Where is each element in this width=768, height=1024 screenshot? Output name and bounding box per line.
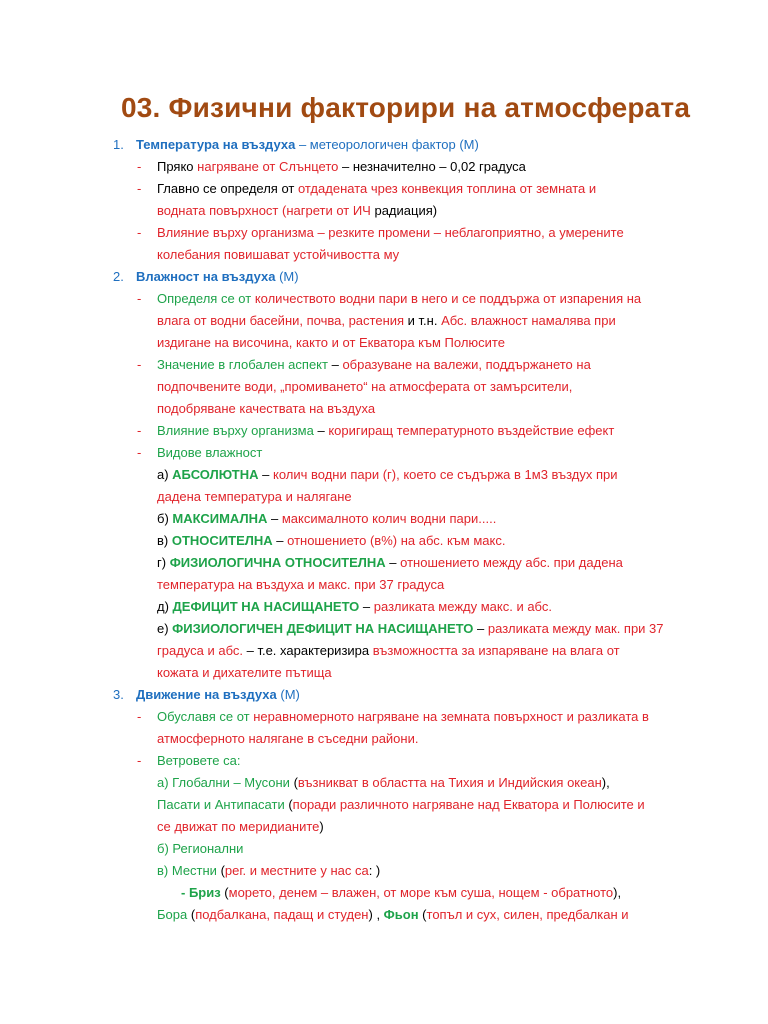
text-run: коригиращ температурното въздействие ефект bbox=[328, 423, 615, 438]
text-run: (М) bbox=[275, 269, 299, 284]
text-run: максималното колич водни пари..... bbox=[281, 511, 497, 526]
bullet-dash: - bbox=[137, 445, 142, 460]
text-run: радиация) bbox=[370, 203, 438, 218]
text-run: ФИЗИОЛОГИЧНА ОТНОСИТЕЛНА bbox=[169, 555, 386, 570]
text-run: – bbox=[272, 533, 288, 548]
text-run: – bbox=[359, 599, 374, 614]
section-1-heading bbox=[136, 136, 479, 154]
text-run: Главно се определя от bbox=[157, 181, 298, 196]
text-run: възможността за изпаряване на влага от bbox=[372, 643, 620, 658]
s2-line-7 bbox=[157, 422, 614, 440]
text-run: – незначително – 0,02 градуса bbox=[338, 159, 526, 174]
text-run: разликата между макс. и абс. bbox=[373, 599, 552, 614]
text-run: Обуславя се от bbox=[157, 709, 254, 724]
humidity-type-a bbox=[157, 466, 618, 484]
text-run: и т.н. bbox=[404, 313, 442, 328]
text-run: ( bbox=[284, 797, 293, 812]
text-run: Влажност на въздуха bbox=[136, 269, 276, 284]
text-run: Влияние върху организма bbox=[157, 423, 314, 438]
text-run: подбалкана, падащ и студен bbox=[195, 907, 369, 922]
winds-breeze bbox=[181, 884, 621, 902]
text-run: ( bbox=[220, 885, 229, 900]
text-run: водната повърхност (нагрети от ИЧ bbox=[157, 203, 371, 218]
humidity-type-d bbox=[157, 554, 623, 572]
text-run: АБСОЛЮТНА bbox=[172, 467, 259, 482]
text-run: Пряко bbox=[157, 159, 198, 174]
text-run: – bbox=[258, 467, 273, 482]
bullet-dash: - bbox=[137, 225, 142, 240]
section-2-number: 2. bbox=[113, 269, 124, 284]
s3-line-1 bbox=[157, 708, 649, 726]
text-run: - Бриз bbox=[181, 885, 221, 900]
text-run: е) bbox=[157, 621, 173, 636]
s3-line-3: Ветровете са: bbox=[157, 753, 241, 768]
s2-line-8: Видове влажност bbox=[157, 445, 263, 460]
text-run: Фьон bbox=[383, 907, 419, 922]
text-run: д) bbox=[157, 599, 173, 614]
text-run: а) Глобални – Мусони bbox=[157, 775, 290, 790]
text-run: възникват в областта на Тихия и Индийския океан bbox=[297, 775, 602, 790]
bullet-dash: - bbox=[137, 709, 142, 724]
text-run: ( bbox=[289, 775, 298, 790]
humidity-type-d-cont: температура на въздуха и макс. при 37 градуса bbox=[157, 577, 445, 592]
text-run: количеството водни пари в него и се поддържа от изпарения на bbox=[254, 291, 642, 306]
winds-bora-foehn bbox=[157, 906, 629, 924]
text-run: Абс. влажност намалява при bbox=[441, 313, 616, 328]
s2-line-5: подпочвените води, „промиването“ на атмосферата от замърсители, bbox=[157, 379, 573, 394]
text-run: а) bbox=[157, 467, 173, 482]
text-run: топъл и сух, силен, предбалкан и bbox=[426, 907, 629, 922]
text-run: градуса и абс. bbox=[157, 643, 243, 658]
text-run: ) bbox=[319, 819, 324, 834]
s1-line-1 bbox=[157, 158, 526, 176]
s2-line-4 bbox=[157, 356, 591, 374]
text-run: – bbox=[385, 555, 401, 570]
page-title: 03. Физични факторири на атмосферата bbox=[121, 92, 691, 123]
text-run: : ) bbox=[368, 863, 381, 878]
humidity-type-f-cont bbox=[157, 642, 620, 660]
text-run: Движение на въздуха bbox=[136, 687, 277, 702]
bullet-dash: - bbox=[137, 159, 142, 174]
humidity-type-f-cont-2: кожата и дихателите пътища bbox=[157, 665, 332, 680]
text-run: ОТНОСИТЕЛНА bbox=[171, 533, 273, 548]
text-run: ( bbox=[187, 907, 196, 922]
text-run: отношението (в%) на абс. към макс. bbox=[287, 533, 506, 548]
text-run: ), bbox=[601, 775, 610, 790]
text-run: неравномерното нагряване на земната повърхност и разликата в bbox=[253, 709, 649, 724]
text-run: поради различното нагряване над Екватора и Полюсите и bbox=[292, 797, 645, 812]
s2-line-6: подобряване качествата на въздуха bbox=[157, 401, 376, 416]
text-run: нагряване от Слънцето bbox=[197, 159, 339, 174]
bullet-dash: - bbox=[137, 357, 142, 372]
text-run: отношението между абс. при дадена bbox=[400, 555, 623, 570]
s3-line-2: атмосферното налягане в съседни райони. bbox=[157, 731, 419, 746]
winds-global bbox=[157, 774, 610, 792]
text-run: г) bbox=[157, 555, 170, 570]
winds-passat-cont bbox=[157, 818, 324, 836]
s1-line-4: Влияние върху организма – резките промени – неблагоприятно, а умерените bbox=[157, 225, 624, 240]
text-run: в) bbox=[157, 533, 172, 548]
text-run: отдадената чрез конвекция топлина от земната и bbox=[297, 181, 597, 196]
winds-local bbox=[157, 862, 380, 880]
text-run: (М) bbox=[276, 687, 300, 702]
text-run: – bbox=[473, 621, 488, 636]
text-run: ) , bbox=[368, 907, 384, 922]
humidity-type-c bbox=[157, 532, 505, 550]
text-run: ), bbox=[613, 885, 622, 900]
text-run: рег. и местните у нас са bbox=[224, 863, 369, 878]
section-3-number: 3. bbox=[113, 687, 124, 702]
text-run: ФИЗИОЛОГИЧЕН ДЕФИЦИТ НА НАСИЩАНЕТО bbox=[172, 621, 474, 636]
text-run: Определя се от bbox=[157, 291, 255, 306]
text-run: ДЕФИЦИТ НА НАСИЩАНЕТО bbox=[172, 599, 360, 614]
text-run: Бора bbox=[157, 907, 188, 922]
winds-regional: б) Регионални bbox=[157, 841, 244, 856]
humidity-type-a-cont: дадена температура и налягане bbox=[157, 489, 352, 504]
s1-line-5: колебания повишават устойчивостта му bbox=[157, 247, 400, 262]
text-run: в) Местни bbox=[157, 863, 217, 878]
text-run: образуване на валежи, поддържането на bbox=[342, 357, 591, 372]
s1-line-3 bbox=[157, 202, 437, 220]
text-run: ( bbox=[216, 863, 225, 878]
s2-line-2 bbox=[157, 312, 616, 330]
text-run: Температура на въздуха bbox=[136, 137, 296, 152]
bullet-dash: - bbox=[137, 291, 142, 306]
text-run: – bbox=[327, 357, 343, 372]
text-run: – bbox=[313, 423, 329, 438]
text-run: Пасати и Антипасати bbox=[157, 797, 285, 812]
text-run: Значение в глобален аспект bbox=[157, 357, 328, 372]
text-run: б) bbox=[157, 511, 173, 526]
text-run: – bbox=[267, 511, 282, 526]
text-run: се движат по меридианите bbox=[157, 819, 320, 834]
bullet-dash: - bbox=[137, 753, 142, 768]
winds-passat bbox=[157, 796, 645, 814]
text-run: разликата между мак. при 37 bbox=[487, 621, 664, 636]
bullet-dash: - bbox=[137, 423, 142, 438]
section-1-number: 1. bbox=[113, 137, 124, 152]
text-run: влага от водни басейни, почва, растения bbox=[157, 313, 405, 328]
text-run: морето, денем – влажен, от море към суша, нощем - обратното bbox=[228, 885, 614, 900]
s2-line-1 bbox=[157, 290, 641, 308]
bullet-dash: - bbox=[137, 181, 142, 196]
s2-line-3: издигане на височина, както и от Екватора към Полюсите bbox=[157, 335, 505, 350]
text-run: – т.е. характеризира bbox=[243, 643, 373, 658]
humidity-type-b bbox=[157, 510, 496, 528]
text-run: ( bbox=[418, 907, 427, 922]
text-run: колич водни пари (г), което се съдържа в 1м3 въздух при bbox=[272, 467, 618, 482]
text-run: МАКСИМАЛНА bbox=[172, 511, 268, 526]
section-3-heading bbox=[136, 686, 300, 704]
s1-line-2 bbox=[157, 180, 596, 198]
section-2-heading bbox=[136, 268, 299, 286]
text-run: – метеорологичен фактор (М) bbox=[295, 137, 479, 152]
humidity-type-f bbox=[157, 620, 664, 638]
humidity-type-e bbox=[157, 598, 552, 616]
